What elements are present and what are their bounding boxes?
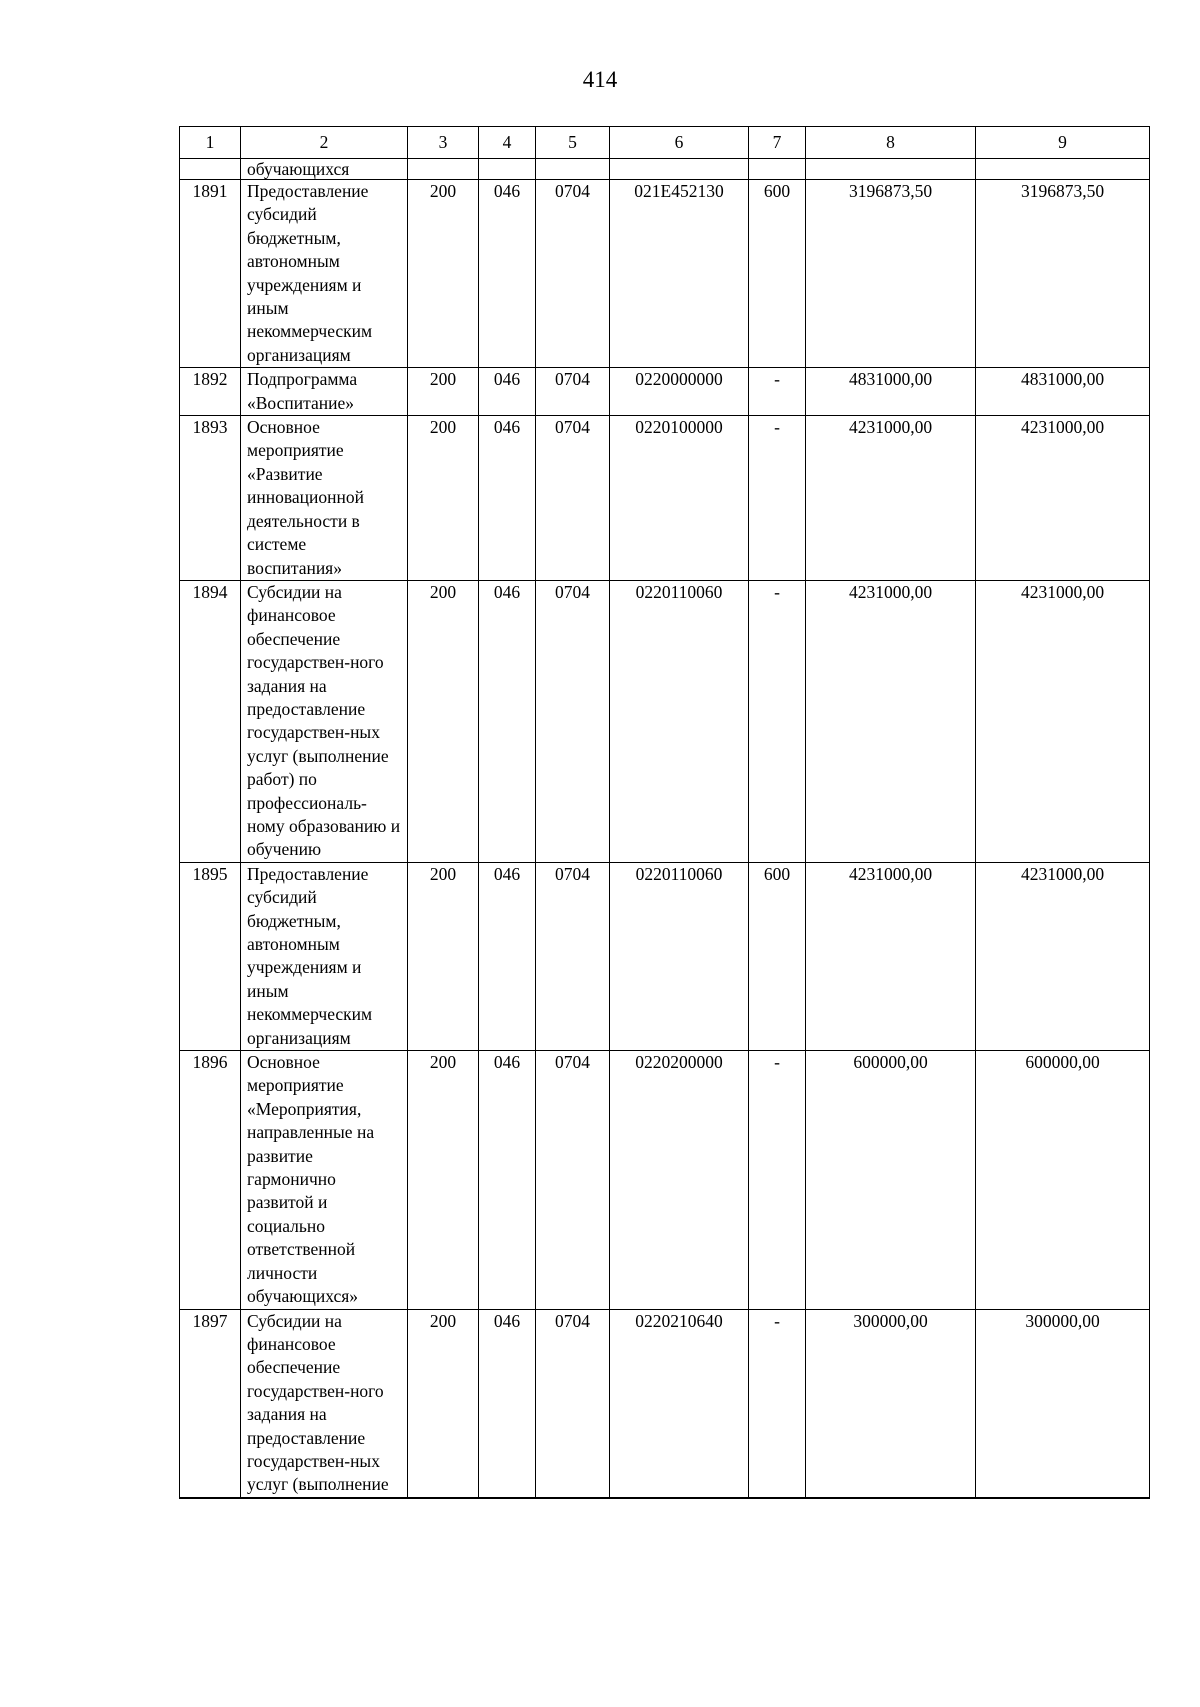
cell-col7: -	[749, 1309, 806, 1498]
row-name: Предоставление субсидий бюджетным, автономным учреждениям и иным некоммерческим организациям	[241, 862, 408, 1050]
row-number	[180, 159, 241, 180]
table-row	[180, 580, 1150, 862]
cell-col6: 021E452130	[610, 180, 749, 368]
cell-col5: 0704	[536, 368, 610, 416]
table-row	[180, 368, 1150, 416]
cell-col8: 4231000,00	[806, 862, 976, 1050]
column-header: 5	[536, 127, 610, 159]
cell-col8: 4831000,00	[806, 368, 976, 416]
cell-col6: 0220200000	[610, 1051, 749, 1309]
cell-col3: 200	[408, 580, 479, 862]
cell-col7: 600	[749, 180, 806, 368]
cell-col5: 0704	[536, 580, 610, 862]
cell-col9: 300000,00	[976, 1309, 1150, 1498]
cell-col3: 200	[408, 862, 479, 1050]
cell-col9: 4231000,00	[976, 862, 1150, 1050]
table-row	[180, 180, 1150, 368]
cell-col5: 0704	[536, 1309, 610, 1498]
row-number: 1894	[180, 580, 241, 862]
row-name: Субсидии на финансовое обеспечение государствен-ного задания на предоставление государствен-ных услуг (выполнение	[241, 1309, 408, 1498]
page-number: 414	[582, 67, 618, 92]
cell-col7: 600	[749, 862, 806, 1050]
cell-col5: 0704	[536, 416, 610, 581]
cell-col4: 046	[479, 180, 536, 368]
row-name: Предоставление субсидий бюджетным, автономным учреждениям и иным некоммерческим организациям	[241, 180, 408, 368]
cell-col6: 0220110060	[610, 862, 749, 1050]
cell-col9: 3196873,50	[976, 180, 1150, 368]
row-number: 1893	[180, 416, 241, 581]
cell-col5: 0704	[536, 1051, 610, 1309]
cell-col9: 4231000,00	[976, 416, 1150, 581]
continuation-row	[180, 159, 1150, 180]
cell-col4: 046	[479, 1309, 536, 1498]
column-header: 2	[241, 127, 408, 159]
cell-col5: 0704	[536, 862, 610, 1050]
row-number: 1897	[180, 1309, 241, 1498]
cell-col6: 0220110060	[610, 580, 749, 862]
row-name: Основное мероприятие «Развитие инновационной деятельности в системе воспитания»	[241, 416, 408, 581]
cell-col7: -	[749, 416, 806, 581]
column-header: 4	[479, 127, 536, 159]
cell-col4: 046	[479, 1051, 536, 1309]
cell-col4: 046	[479, 580, 536, 862]
table-row	[180, 1051, 1150, 1309]
cell-col5: 0704	[536, 180, 610, 368]
cell-col6: 0220000000	[610, 368, 749, 416]
cell-col9: 4231000,00	[976, 580, 1150, 862]
row-name: Подпрограмма «Воспитание»	[241, 368, 408, 416]
cell-col4: 046	[479, 416, 536, 581]
cell-col3: 200	[408, 1051, 479, 1309]
budget-table	[179, 126, 1150, 1499]
cell-col8: 4231000,00	[806, 580, 976, 862]
column-header: 8	[806, 127, 976, 159]
cell-col4: 046	[479, 368, 536, 416]
header-row	[180, 127, 1150, 159]
cell-col8: 300000,00	[806, 1309, 976, 1498]
cell-col7: -	[749, 368, 806, 416]
cell-col6: 0220210640	[610, 1309, 749, 1498]
column-header: 7	[749, 127, 806, 159]
cell-col6: 0220100000	[610, 416, 749, 581]
cell-col3: 200	[408, 1309, 479, 1498]
column-header: 6	[610, 127, 749, 159]
row-number: 1892	[180, 368, 241, 416]
cell-col7: -	[749, 1051, 806, 1309]
column-header: 1	[180, 127, 241, 159]
cell-col8: 4231000,00	[806, 416, 976, 581]
row-number: 1895	[180, 862, 241, 1050]
row-number: 1896	[180, 1051, 241, 1309]
row-number: 1891	[180, 180, 241, 368]
row-name: Субсидии на финансовое обеспечение государствен-ного задания на предоставление государствен-ных услуг (выполнение работ) по профессиональ-ному образованию и обучению	[241, 580, 408, 862]
column-header: 3	[408, 127, 479, 159]
table-row	[180, 862, 1150, 1050]
table-row	[180, 1309, 1150, 1498]
cell-col3: 200	[408, 180, 479, 368]
cell-col8: 600000,00	[806, 1051, 976, 1309]
table-row	[180, 416, 1150, 581]
row-name: Основное мероприятие «Мероприятия, направленные на развитие гармонично развитой и социально ответственной личности обучающихся»	[241, 1051, 408, 1309]
cell-col9: 4831000,00	[976, 368, 1150, 416]
row-name: обучающихся	[241, 159, 408, 180]
cell-col3: 200	[408, 368, 479, 416]
cell-col4: 046	[479, 862, 536, 1050]
cell-col8: 3196873,50	[806, 180, 976, 368]
column-header: 9	[976, 127, 1150, 159]
cell-col7: -	[749, 580, 806, 862]
cell-col9: 600000,00	[976, 1051, 1150, 1309]
cell-col3: 200	[408, 416, 479, 581]
